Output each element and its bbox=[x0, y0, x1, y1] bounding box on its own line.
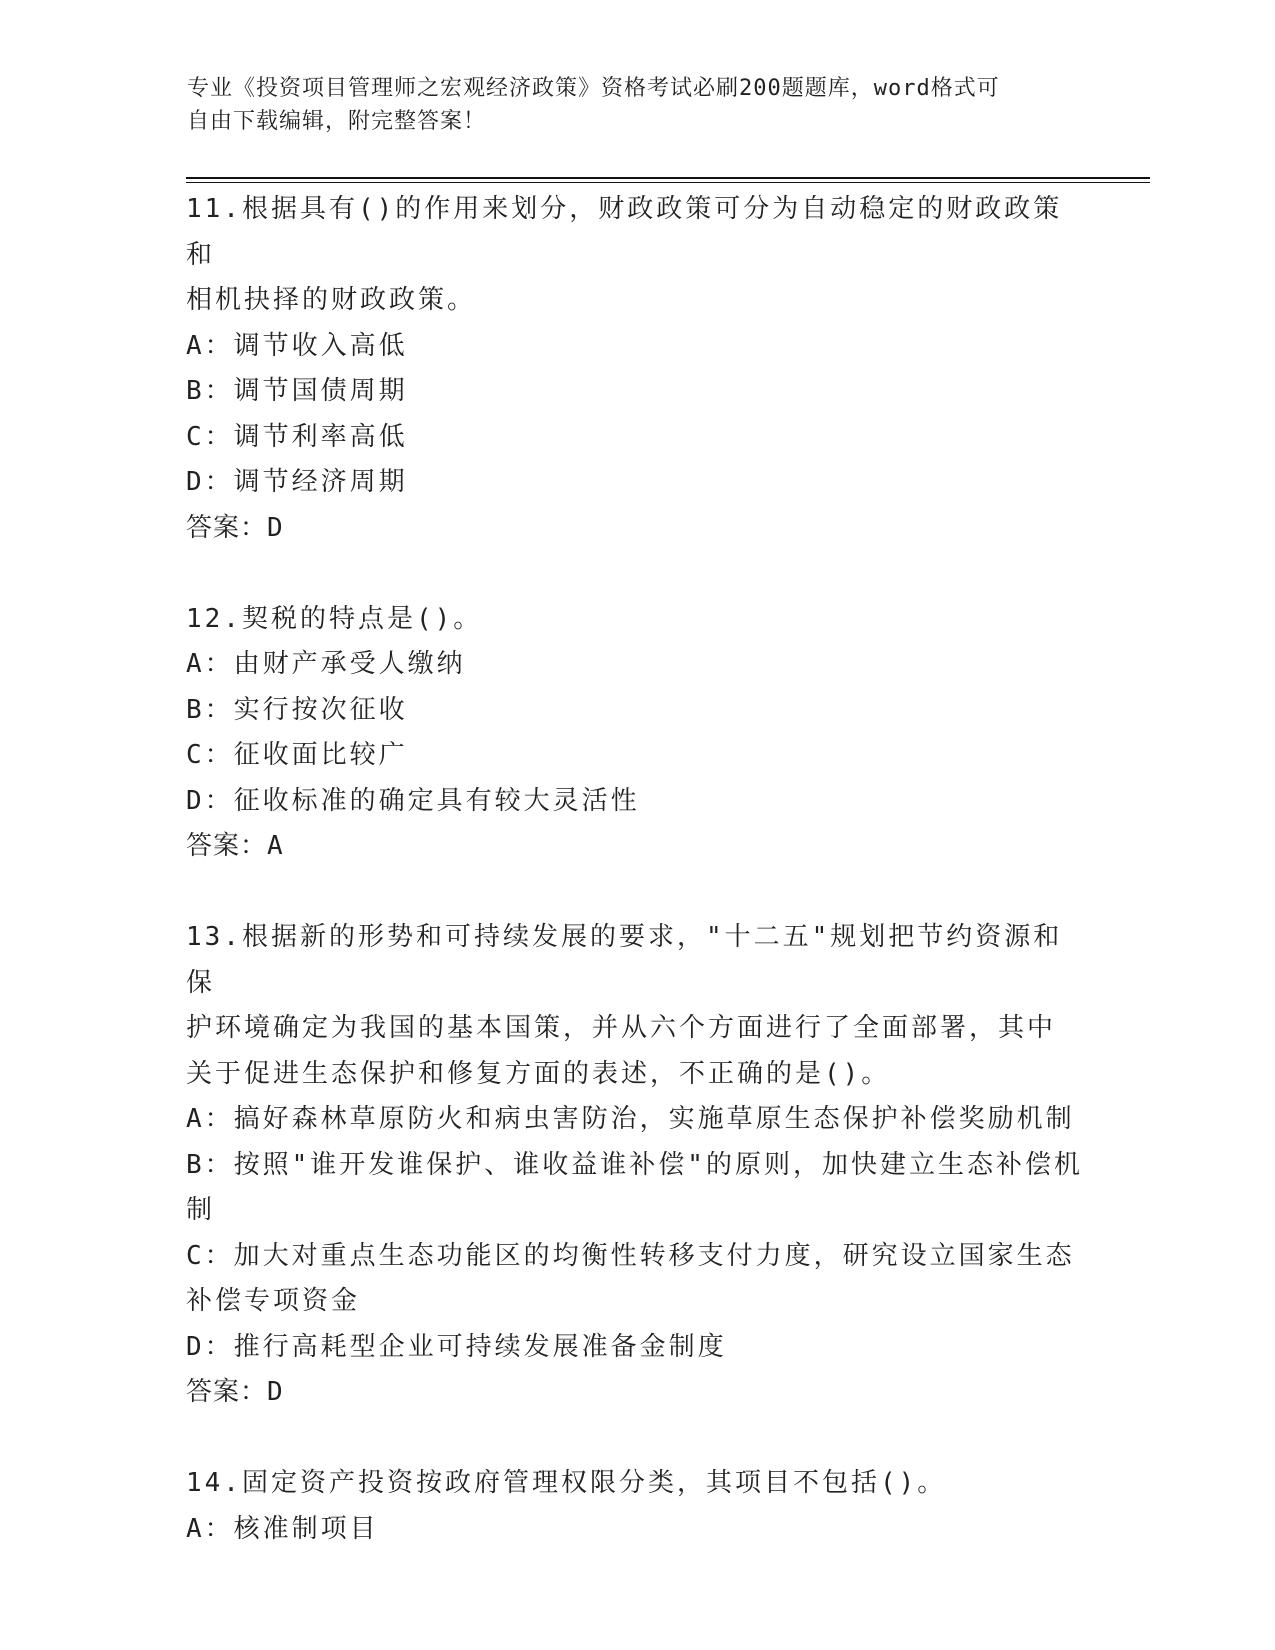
question-block bbox=[186, 1461, 1086, 1552]
answer-option-line: A：搞好森林草原防火和病虫害防治，实施草原生态保护补偿奖励机制 bbox=[186, 1104, 1075, 1134]
question-stem-line: 14.固定资产投资按政府管理权限分类，其项目不包括()。 bbox=[186, 1468, 947, 1498]
question-block bbox=[186, 187, 1086, 551]
answer-key: 答案：D bbox=[186, 1377, 284, 1407]
answer-option-line: C：征收面比较广 bbox=[186, 740, 408, 770]
answer-option-line: A：核准制项目 bbox=[186, 1513, 379, 1544]
answer-option-line: B：实行按次征收 bbox=[186, 694, 408, 725]
answer-option-line: C：调节利率高低 bbox=[186, 421, 408, 452]
question-stem-line: 关于促进生态保护和修复方面的表述，不正确的是()。 bbox=[186, 1058, 891, 1089]
answer-option-line: A：调节收入高低 bbox=[186, 330, 408, 361]
answer-option-line: A：由财产承受人缴纳 bbox=[186, 649, 466, 679]
answer-option-line: D：推行高耗型企业可持续发展准备金制度 bbox=[186, 1331, 727, 1362]
answer-option-line: D：征收标准的确定具有较大灵活性 bbox=[186, 785, 640, 816]
header-line-2: 自由下载编辑，附完整答案！ bbox=[187, 109, 487, 134]
answer-option-line: C：加大对重点生态功能区的均衡性转移支付力度，研究设立国家生态 bbox=[186, 1240, 1075, 1271]
question-spacer bbox=[186, 1416, 1086, 1462]
header-divider-thin bbox=[186, 182, 1150, 183]
answer-option-line: B：按照"谁开发谁保护、谁收益谁补偿"的原则，加快建立生态补偿机 bbox=[186, 1149, 1083, 1180]
answer-option-line: B：调节国债周期 bbox=[186, 376, 408, 406]
question-spacer bbox=[186, 551, 1086, 597]
question-stem-line: 11.根据具有()的作用来划分，财政政策可分为自动稳定的财政政策和 bbox=[186, 194, 1063, 270]
answer-key: 答案：D bbox=[186, 512, 284, 543]
question-stem-line: 13.根据新的形势和可持续发展的要求，"十二五"规划把节约资源和保 bbox=[186, 922, 1063, 998]
question-spacer bbox=[186, 870, 1086, 916]
header-line-1: 专业《投资项目管理师之宏观经济政策》资格考试必刷200题题库，word格式可 bbox=[187, 76, 1000, 101]
document-header bbox=[187, 72, 1067, 138]
question-stem-line: 护环境确定为我国的基本国策，并从六个方面进行了全面部署，其中 bbox=[186, 1013, 1057, 1043]
answer-key: 答案：A bbox=[186, 831, 284, 861]
question-stem-line: 相机抉择的财政政策。 bbox=[186, 285, 477, 315]
answer-option-line: 制 bbox=[186, 1195, 216, 1225]
question-block bbox=[186, 597, 1086, 870]
answer-option-line: 补偿专项资金 bbox=[186, 1286, 361, 1316]
question-list bbox=[186, 187, 1086, 1552]
question-block bbox=[186, 915, 1086, 1416]
question-stem-line: 12.契税的特点是()。 bbox=[186, 603, 483, 634]
answer-option-line: D：调节经济周期 bbox=[186, 467, 408, 497]
header-divider-thick bbox=[186, 177, 1150, 179]
